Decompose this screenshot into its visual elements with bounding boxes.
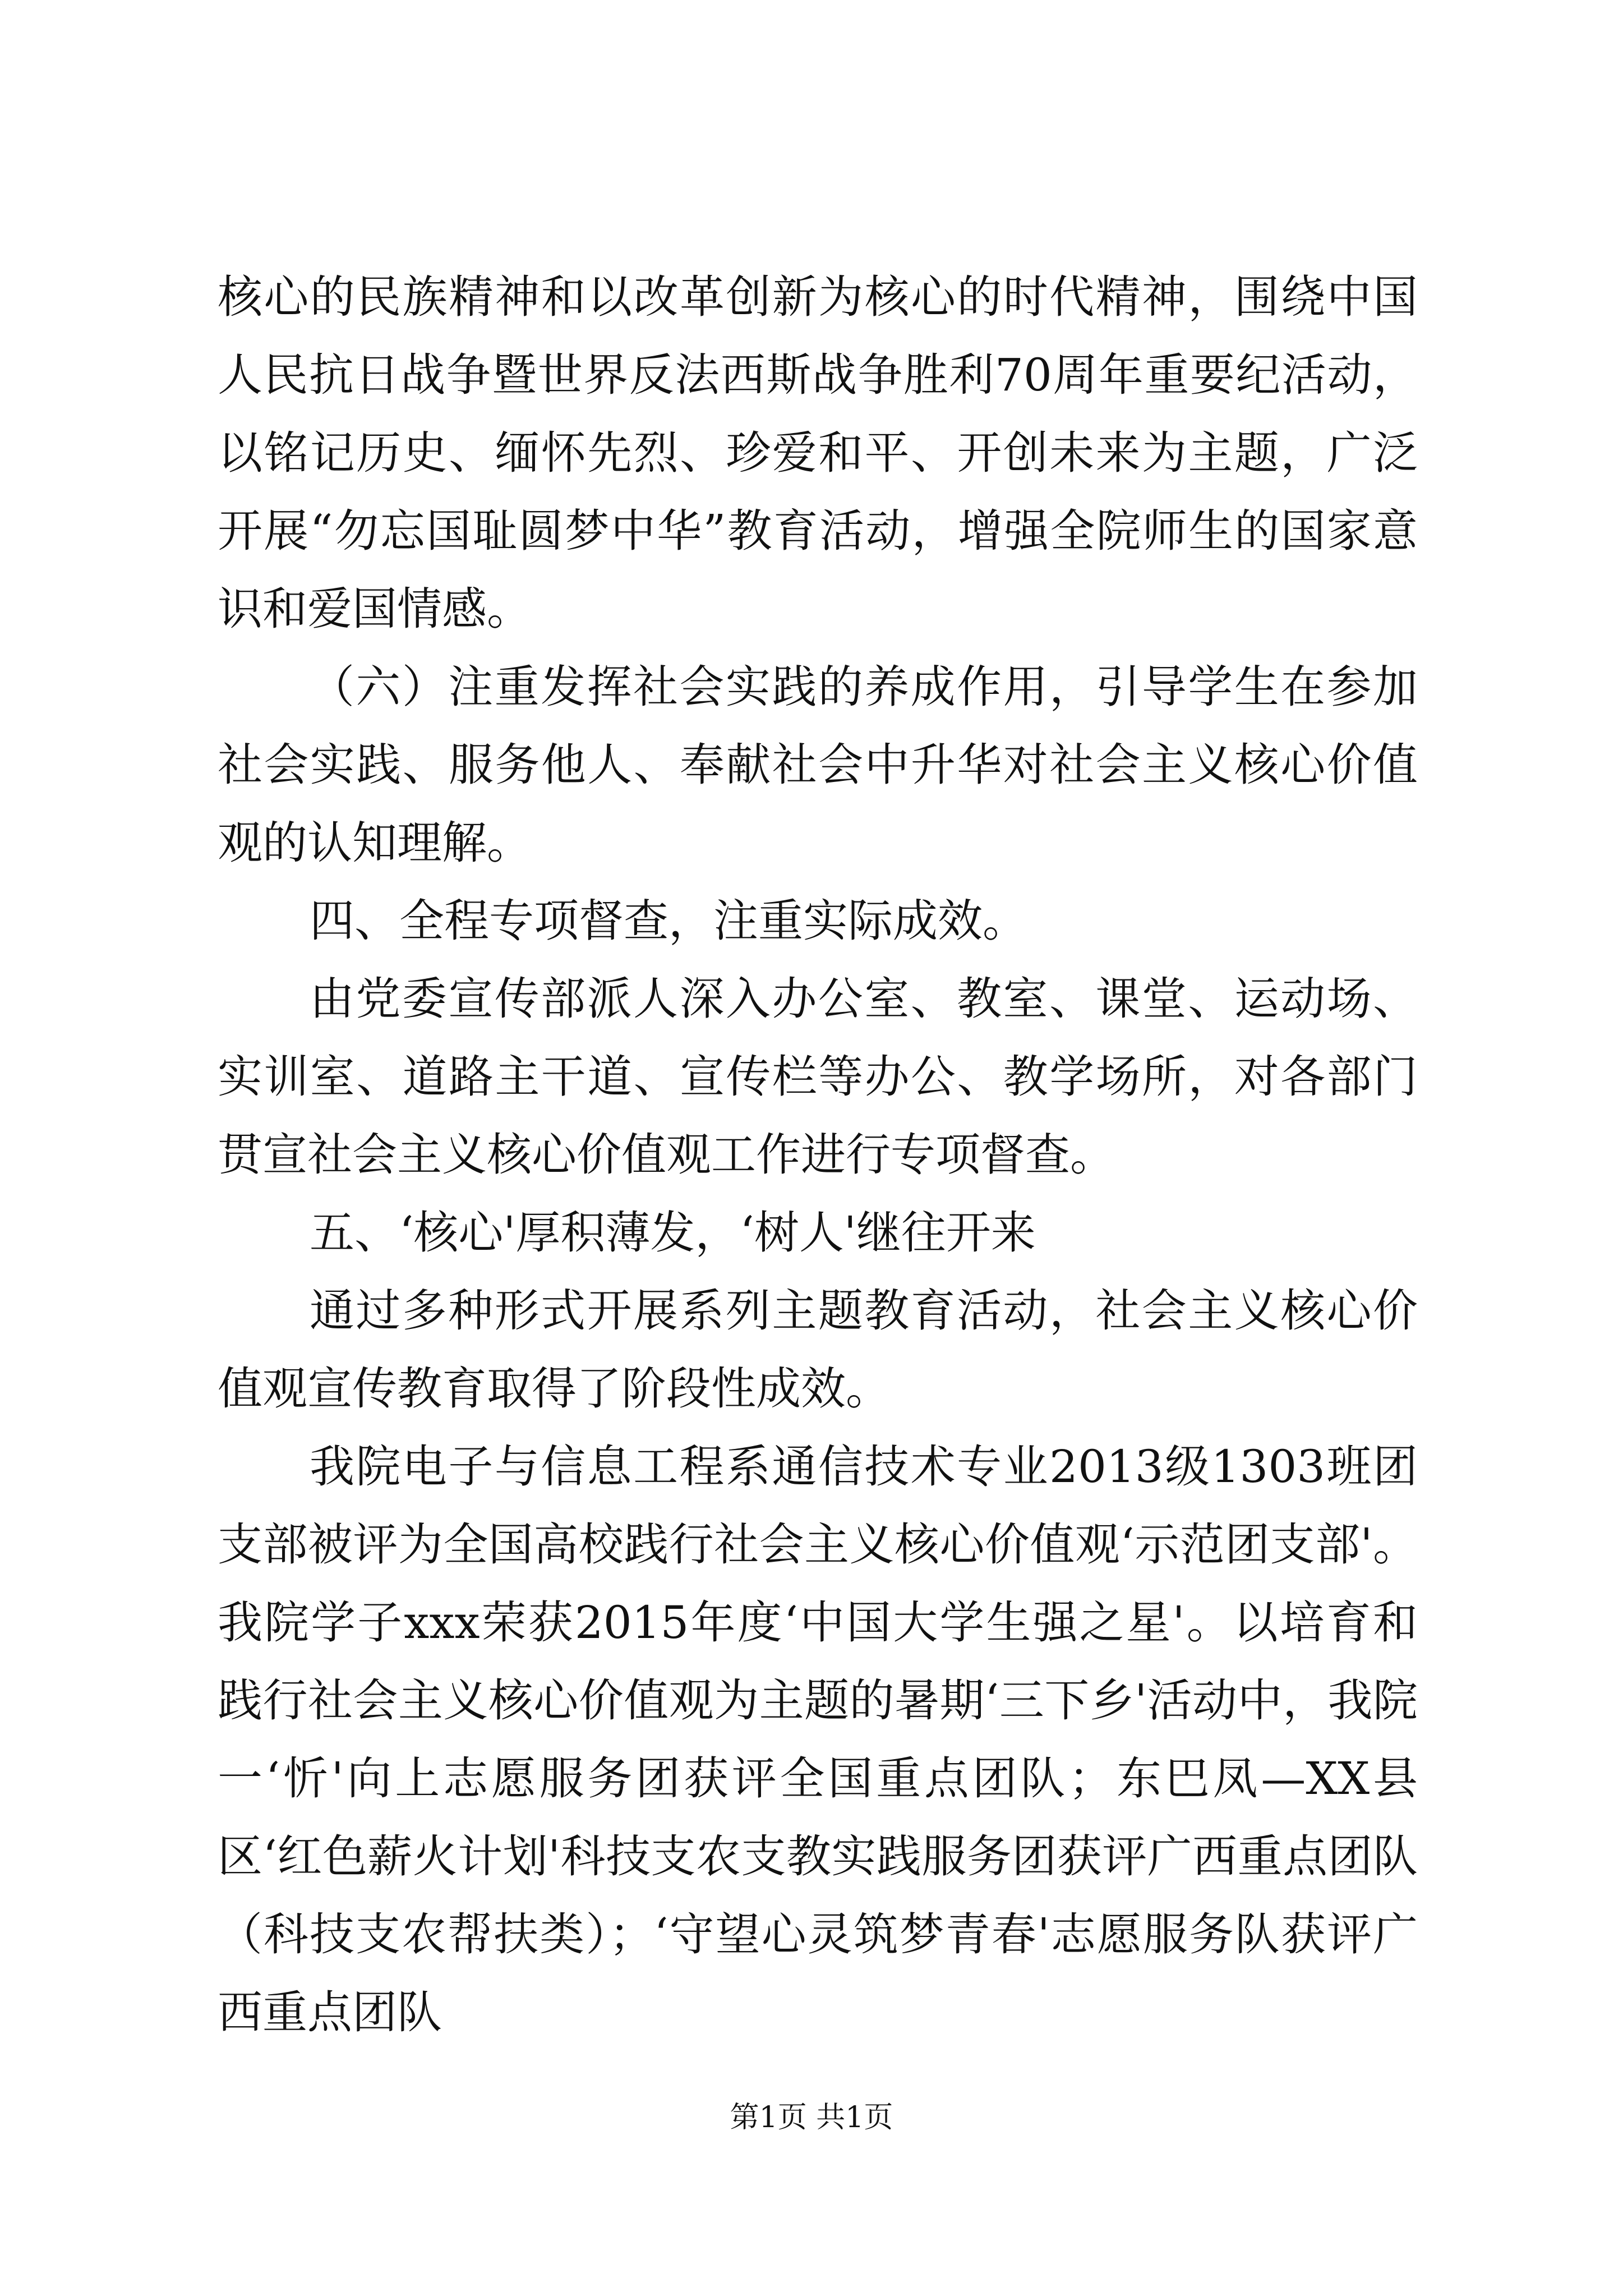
- paragraph-inspection: 由党委宣传部派人深入办公室、教室、课堂、运动场、实训室、道路主干道、宣传栏等办公、教学场所，对各部门贯宣社会主义核心价值观工作进行专项督查。: [218, 973, 1418, 1181]
- paragraph-achievements: 我院电子与信息工程系通信技术专业2013级1303班团支部被评为全国高校践行社会主义核心价值观‘示范团支部'。我院学子xxx荣获2015年度‘中国大学生强之星'。以培育和践行社会主义核心价值观为主题的暑期‘三下乡'活动中，我院一‘忻'向上志愿服务团获评全国重点团队；东巴凤—XX县区‘红色薪火计划'科技支农支教实践服务团获评广西重点团队（科技支农帮扶类）；‘守望心灵筑梦青春'志愿服务队获评广西重点团队: [218, 1441, 1418, 2039]
- section-heading-five: 五、‘核心'厚积薄发，‘树人'继往开来: [310, 1207, 1036, 1259]
- document-body: [218, 258, 1418, 2051]
- paragraph-continuation: 核心的民族精神和以改革创新为核心的时代精神，围绕中国人民抗日战争暨世界反法西斯战争胜利70周年重要纪活动，以铭记历史、缅怀先烈、珍爱和平、开创未来为主题，广泛开展“勿忘国耻圆梦中华”教育活动，增强全院师生的国家意识和爱国情感。: [218, 271, 1418, 635]
- section-heading-four: 四、全程专项督查，注重实际成效。: [310, 895, 1027, 947]
- paragraph-results: 通过多种形式开展系列主题教育活动，社会主义核心价值观宣传教育取得了阶段性成效。: [218, 1285, 1418, 1415]
- page-number-footer: 第1页 共1页: [730, 2101, 893, 2134]
- paragraph-item-six: （六）注重发挥社会实践的养成作用，引导学生在参加社会实践、服务他人、奉献社会中升华对社会主义核心价值观的认知理解。: [218, 661, 1418, 869]
